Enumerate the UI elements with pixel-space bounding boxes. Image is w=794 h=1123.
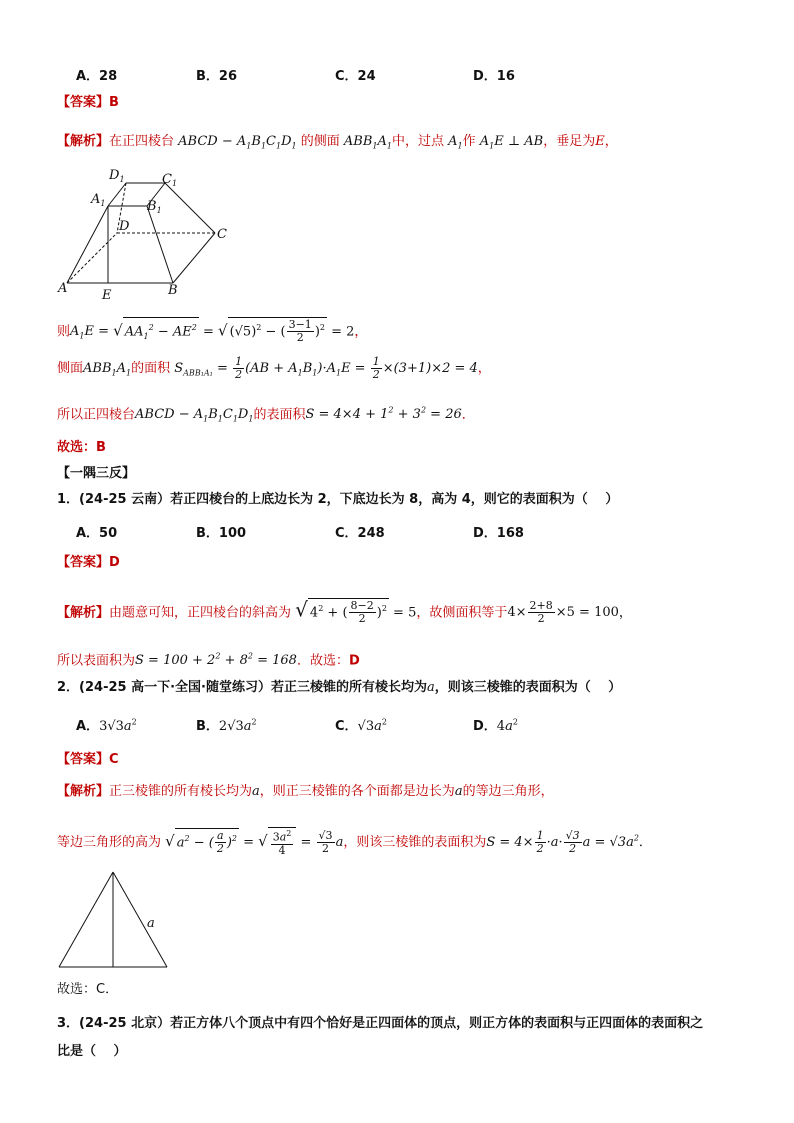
option-letter: B． (196, 719, 219, 734)
label-d1: $D_1$ (109, 168, 125, 184)
analysis-1-line2: 所以表面积为$S = 100 + 2^2 + 8^2 = 168$．故选：D (57, 652, 360, 669)
side-label-a: a (147, 916, 155, 931)
label-b: B (168, 283, 178, 298)
label-c1: $C_1$ (162, 172, 178, 188)
select-label: 故选： (57, 440, 97, 455)
calc-line-1: 则$A_1E$ = √ $AA_1^2 - AE^2$ = √ $(√5)^2$ − ( $\frac{3-1}{2}$ )$^2$ = 2， (57, 317, 367, 347)
select-2 (57, 980, 118, 1000)
label-b1: $B_1$ (147, 199, 162, 215)
option-b: B．26 (196, 69, 237, 84)
analysis-label: 【解析】 (57, 605, 110, 621)
answer-value: B (109, 95, 119, 110)
label-e: E (102, 288, 112, 303)
calc-text: 侧面 (57, 361, 84, 376)
section-title: 【一隅三反】 (57, 466, 136, 481)
calc-line-3: 所以正四棱台ABCD − $A_1B_1C_1D_1$的表面积$S = 4\times 4 + 1^2 + 3^2 = 26$． (57, 406, 475, 424)
calc-text: 所以正四棱台 (57, 407, 136, 423)
question-3-line2: 比是（ ） (57, 1044, 127, 1059)
analysis-text: 正三棱锥的所有棱长均为 (109, 784, 253, 799)
analysis-2-line2: 等边三角形的高为 √ $a^2$ − ( $\frac{a}{2}$ )$^2$ = √ $\frac{3a^2}{4}$ = $\frac{√3}{2}$ a，则该三棱锥的表面积为S = 4× $\frac{1}{2}$ ·a· $\frac{√3}{2}$ $a = √3a^2$． (57, 828, 652, 857)
analysis-label: 【解析】 (57, 784, 110, 799)
answer-2 (57, 750, 119, 770)
analysis-text: 作 (462, 134, 476, 149)
answer-label: 【答案】 (57, 752, 110, 767)
select-value: B (96, 440, 106, 455)
label-d: D (119, 219, 130, 234)
analysis-1: 【解析】由题意可知，正四棱台的斜高为 √ $4^2$ + ( $\frac{8-2}{2}$ )$^2$ = 5，故侧面积等于4× $\frac{2+8}{2}$ ×5 = 100， (57, 597, 632, 626)
answer-1 (57, 553, 120, 573)
calc-text: ． (461, 407, 475, 423)
label-a1: $A_1$ (91, 192, 106, 208)
q2-option-a: A．$3√3a^2$ (76, 717, 137, 734)
calc-line-2: 侧面$ABB_1A_1$的面积 $S_{ABB_1A_1}$ = $\frac{1}{2}$ $(AB + A_1B_1)\cdot A_1E$ = $\frac{1}{2}$ ×(3+1)×2 = 4， (57, 355, 491, 381)
analysis-text: 在正四棱台 (109, 134, 175, 149)
calc-text: 则 (57, 324, 71, 340)
q2-option-d: D．$4a^2$ (473, 717, 518, 734)
select-label: 故选： (57, 982, 97, 997)
q1-option-c: C．248 (335, 526, 385, 541)
option-letter: C． (335, 719, 358, 734)
calc-text: ， (477, 361, 491, 376)
question-2: 2．(24-25 高一下·全国·随堂练习）若正三棱锥的所有棱长均为a，则该三棱锥的表面积为（ ） (57, 680, 622, 695)
q1-option-b: B．100 (196, 526, 247, 541)
label-c: C (217, 227, 227, 242)
calc-text: 的面积 (131, 361, 171, 376)
triangle-figure (55, 868, 175, 972)
analysis-text: ， (604, 134, 618, 149)
select-value: C． (96, 982, 119, 997)
label-a: A (58, 281, 68, 296)
answer-label: 【答案】 (57, 95, 110, 110)
calc-text: ， (354, 324, 368, 340)
analysis-label: 【解析】 (57, 134, 110, 149)
answer-value: D (109, 555, 120, 570)
analysis-text: 中，过点 (391, 134, 444, 149)
analysis-0: 【解析】在正四棱台 ABCD − $A_1B_1C_1D_1$ 的侧面 $ABB_1A_1$中，过点 $A_1$作 $A_1E$ ⊥ AB，垂足为E， (57, 134, 618, 151)
analysis-text: ，故侧面积等于 (416, 605, 508, 621)
question-3: 3．(24-25 北京）若正方体八个顶点中有四个恰好是正四面体的顶点，则正方体的表面积与正四面体的表面积之 (57, 1016, 704, 1031)
question-text: ，则该三棱锥的表面积为（ ） (434, 680, 622, 695)
analysis-2: 【解析】正三棱锥的所有棱长均为a，则正三棱锥的各个面都是边长为a的等边三角形， (57, 784, 554, 799)
question-text: 2．(24-25 高一下·全国·随堂练习）若正三棱锥的所有棱长均为 (57, 680, 427, 695)
analysis-text: ，则正三棱锥的各个面都是边长为 (259, 784, 455, 799)
option-letter: D． (473, 719, 497, 734)
analysis-text: ，垂足为 (543, 134, 596, 149)
select-0 (57, 438, 106, 458)
q1-option-d: D．168 (473, 526, 524, 541)
frustum-figure (55, 165, 245, 305)
question-1: 1．(24-25 云南）若正四棱台的上底边长为 2，下底边长为 8，高为 4，则它的表面积为（ ） (57, 492, 619, 507)
option-c: C．24 (335, 69, 376, 84)
q1-option-a: A．50 (76, 526, 118, 541)
answer-value: C (109, 752, 119, 767)
analysis-text: 的侧面 (300, 134, 340, 149)
answer-label: 【答案】 (57, 555, 110, 570)
analysis-text: ．故选： (296, 653, 349, 669)
option-d: D．16 (473, 69, 515, 84)
q2-option-b: B．$2√3a^2$ (196, 717, 257, 734)
select-value: D (348, 653, 360, 669)
analysis-text: 由题意可知，正四棱台的斜高为 (109, 605, 292, 621)
analysis-text: 的等边三角形， (462, 784, 554, 799)
analysis-text: 等边三角形的高为 (57, 834, 162, 850)
analysis-text: 所以表面积为 (57, 653, 136, 669)
q2-option-c: C．$√3a^2$ (335, 717, 387, 734)
answer-0 (57, 93, 119, 113)
option-a: A．28 (76, 69, 118, 84)
option-letter: A． (76, 719, 100, 734)
analysis-text: ，则该三棱锥的表面积为 (343, 834, 487, 850)
calc-text: 的表面积 (253, 407, 306, 423)
